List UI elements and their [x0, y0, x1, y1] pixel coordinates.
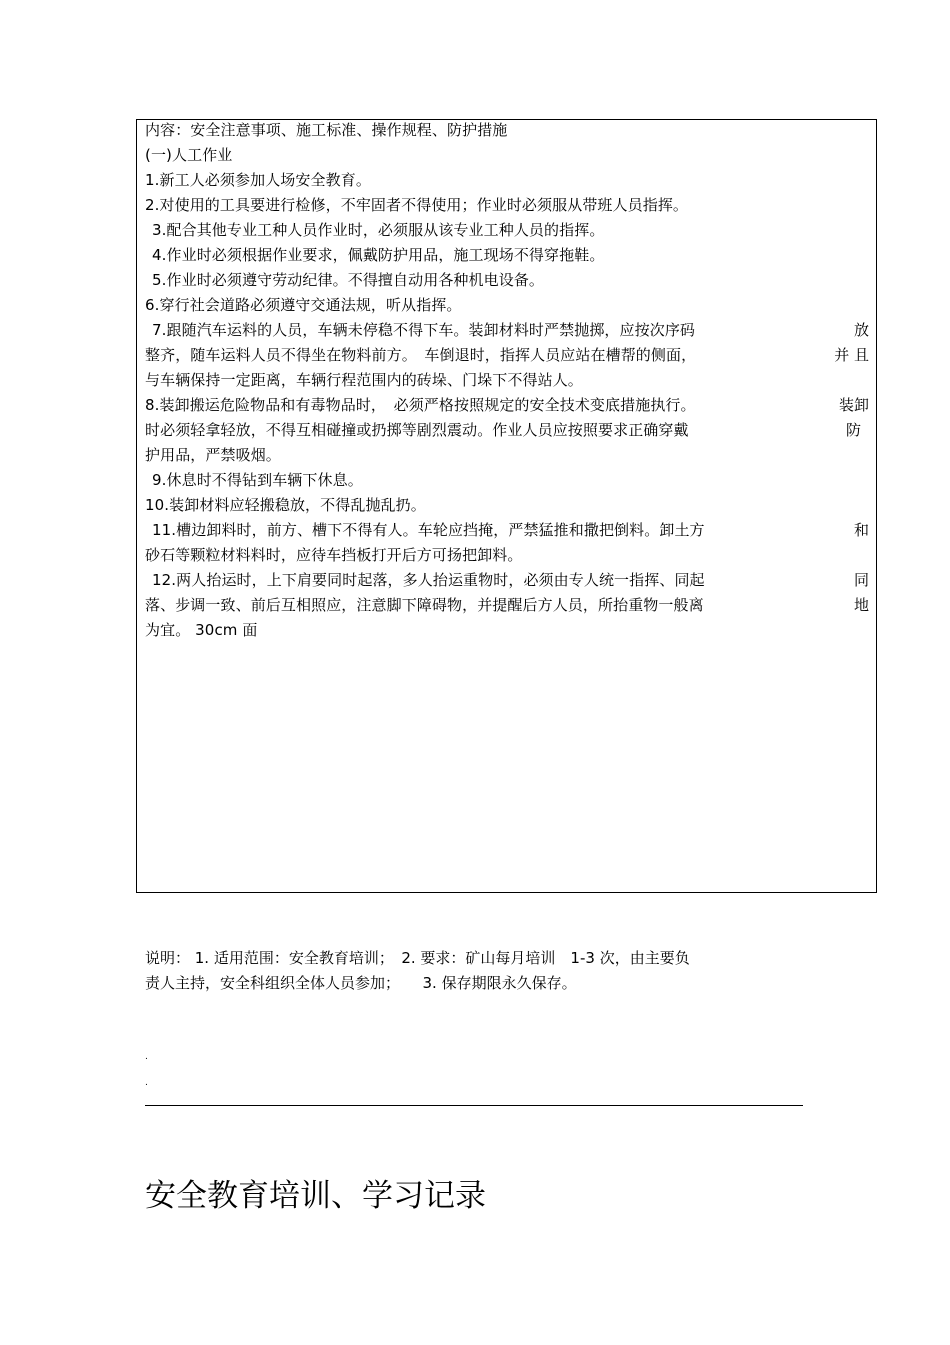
- dot-mark-2: .: [145, 1078, 148, 1088]
- rule-item-11-line-1-tail: 和: [853, 521, 869, 539]
- rule-item-7-line-1: 7.跟随汽车运料的人员，车辆未停稳不得下车。装卸材料时严禁抛掷，应按次序码: [152, 321, 696, 339]
- note-line-2: 责人主持，安全科组织全体人员参加； 3. 保存期限永久保存。: [145, 974, 577, 992]
- content-heading: 内容：安全注意事项、施工标准、操作规程、防护措施: [145, 121, 508, 139]
- rule-item-10: 10.装卸材料应轻搬稳放，不得乱抛乱扔。: [145, 496, 426, 514]
- rule-item-9: 9.休息时不得钻到车辆下休息。: [152, 471, 363, 489]
- rule-item-8-line-2-tail: 防: [845, 421, 861, 439]
- rule-item-7-line-1-tail: 放: [853, 321, 869, 339]
- rule-item-4: 4.作业时必须根据作业要求，佩戴防护用品，施工现场不得穿拖鞋。: [152, 246, 605, 264]
- rule-item-6: 6.穿行社会道路必须遵守交通法规，听从指挥。: [145, 296, 462, 314]
- rule-item-7-line-2: 整齐，随车运料人员不得坐在物料前方。 车倒退时，指挥人员应站在槽帮的侧面，: [145, 346, 697, 364]
- rule-item-8-line-1-tail: 装卸: [838, 396, 869, 414]
- rule-item-3: 3.配合其他专业工种人员作业时，必须服从该专业工种人员的指挥。: [152, 221, 605, 239]
- rule-item-2: 2.对使用的工具要进行检修，不牢固者不得使用；作业时必须服从带班人员指挥。: [145, 196, 689, 214]
- page-title: 安全教育培训、学习记录: [145, 1178, 486, 1214]
- rule-item-12-line-3: 为宜。 30cm 面: [145, 621, 258, 639]
- rule-item-1: 1.新工人必须参加人场安全教育。: [145, 171, 371, 189]
- dot-mark-1: .: [145, 1052, 148, 1062]
- rule-item-12-line-1: 12.两人抬运时，上下肩要同时起落，多人抬运重物时，必须由专人统一指挥、同起: [152, 571, 705, 589]
- rule-item-8-line-2: 时必须轻拿轻放，不得互相碰撞或扔掷等剧烈震动。作业人员应按照要求正确穿戴: [145, 421, 689, 439]
- rule-item-8-line-3: 护用品，严禁吸烟。: [145, 446, 281, 464]
- rule-item-8-line-1: 8.装卸搬运危险物品和有毒物品时， 必须严格按照规定的安全技术变底措施执行。: [145, 396, 696, 414]
- rule-item-7-line-2-tail: 并 且: [834, 346, 869, 364]
- rule-item-12-line-1-tail: 同: [853, 571, 869, 589]
- rule-item-12-line-2: 落、步调一致、前后互相照应，注意脚下障碍物，并提醒后方人员，所抬重物一般离: [145, 596, 704, 614]
- rule-item-12-line-2-tail: 地: [853, 596, 869, 614]
- rule-item-7-line-3: 与车辆保持一定距离，车辆行程范围内的砖垛、门垛下不得站人。: [145, 371, 583, 389]
- note-line-1: 说明： 1. 适用范围：安全教育培训； 2. 要求：矿山每月培训 1-3 次，由主要负: [145, 949, 690, 967]
- section-heading: (一)人工作业: [145, 146, 233, 164]
- rule-item-5: 5.作业时必须遵守劳动纪律。不得擅自动用各种机电设备。: [152, 271, 545, 289]
- rule-item-11-line-2: 砂石等颗粒材料料时，应待车挡板打开后方可扬把卸料。: [145, 546, 523, 564]
- horizontal-divider: [145, 1105, 803, 1106]
- rule-item-11-line-1: 11.槽边卸料时，前方、槽下不得有人。车轮应挡掩，严禁猛推和撒把倒料。卸土方: [152, 521, 705, 539]
